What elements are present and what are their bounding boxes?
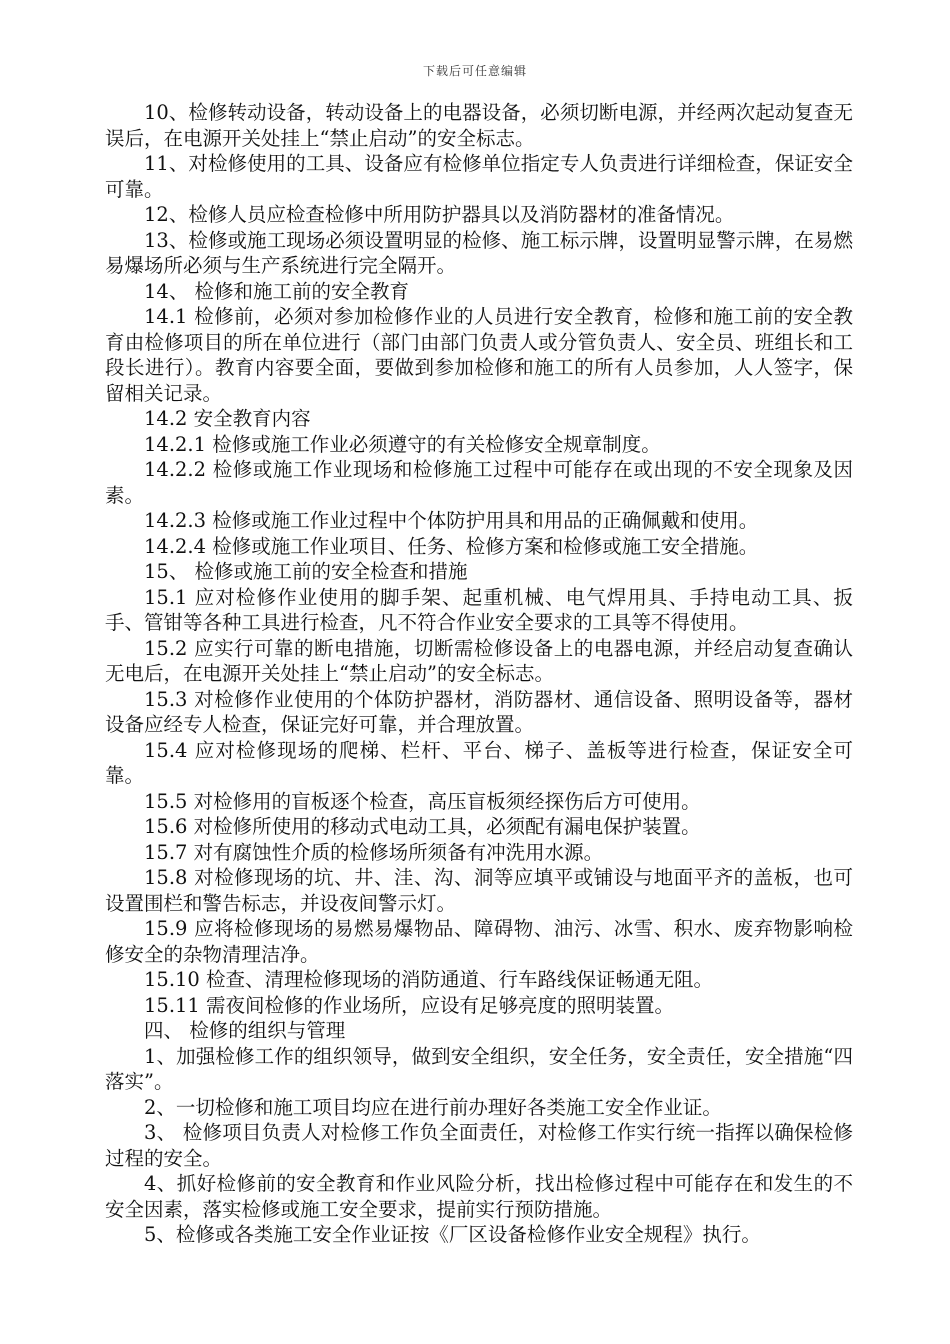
paragraph: 10、检修转动设备，转动设备上的电器设备，必须切断电源，并经两次起动复查无误后，在电源开关处挂上“禁止启动”的安全标志。	[105, 101, 853, 150]
paragraph: 14.2.3 检修或施工作业过程中个体防护用具和用品的正确佩戴和使用。	[144, 509, 759, 532]
section-heading: 14、 检修和施工前的安全教育	[144, 279, 410, 303]
paragraph: 15.10 检查、清理检修现场的消防通道、行车路线保证畅通无阻。	[144, 968, 714, 991]
paragraph: 15.5 对检修用的盲板逐个检查，高压盲板须经探伤后方可使用。	[144, 789, 701, 813]
paragraph: 14.1 检修前，必须对参加检修作业的人员进行安全教育，检修和施工前的安全教育由检修项目的所在单位进行（部门由部门负责人或分管负责人、安全员、班组长和工段长进行）。教育内容要全面，要做到参加检修和施工的所有人员参加，人人签字，保留相关记录。	[105, 305, 853, 405]
paragraph: 1、加强检修工作的组织领导，做到安全组织，安全任务，安全责任，安全措施“四落实”。	[105, 1044, 853, 1093]
paragraph: 15.7 对有腐蚀性介质的检修场所须备有冲洗用水源。	[144, 840, 604, 864]
paragraph: 5、检修或各类施工安全作业证按《厂区设备检修作业安全规程》执行。	[144, 1223, 761, 1246]
page-header-note: 下载后可任意编辑	[422, 64, 527, 78]
paragraph: 15.2 应实行可靠的断电措施，切断需检修设备上的电器电源，并经启动复查确认无电后，在电源开关处挂上“禁止启动”的安全标志。	[105, 636, 853, 685]
paragraph: 15.1 应对检修作业使用的脚手架、起重机械、电气焊用具、手持电动工具、扳手、管钳等各种工具进行检查，凡不符合作业安全要求的工具等不得使用。	[105, 585, 853, 634]
paragraph: 15.3 对检修作业使用的个体防护器材，消防器材、通信设备、照明设备等，器材设备应经专人检查，保证完好可靠，并合理放置。	[105, 687, 853, 736]
paragraph: 15.9 应将检修现场的易燃易爆物品、障碍物、油污、冰雪、积水、废弃物影响检修安全的杂物清理洁净。	[105, 917, 853, 966]
paragraph: 4、抓好检修前的安全教育和作业风险分析，找出检修过程中可能存在和发生的不安全因素，落实检修或施工安全要求，提前实行预防措施。	[105, 1172, 853, 1221]
paragraph: 12、检修人员应检查检修中所用防护器具以及消防器材的准备情况。	[144, 203, 735, 226]
paragraph: 13、检修或施工现场必须设置明显的检修、施工标示牌，设置明显警示牌，在易燃易爆场所必须与生产系统进行完全隔开。	[105, 228, 853, 277]
section-heading: 15、 检修或施工前的安全检查和措施	[144, 560, 468, 583]
paragraph: 15.11 需夜间检修的作业场所，应设有足够亮度的照明装置。	[144, 993, 675, 1017]
paragraph: 14.2.2 检修或施工作业现场和检修施工过程中可能存在或出现的不安全现象及因素。	[105, 458, 853, 507]
paragraph: 14.2.1 检修或施工作业必须遵守的有关检修安全规章制度。	[144, 432, 661, 456]
paragraph: 2、一切检修和施工项目均应在进行前办理好各类施工安全作业证。	[144, 1095, 722, 1119]
document-body	[105, 100, 853, 1248]
paragraph: 15.6 对检修所使用的移动式电动工具，必须配有漏电保护装置。	[144, 815, 701, 838]
subsection-heading: 14.2 安全教育内容	[144, 407, 311, 430]
paragraph: 15.8 对检修现场的坑、井、洼、沟、洞等应填平或铺设与地面平齐的盖板，也可设置围栏和警告标志，并设夜间警示灯。	[105, 866, 853, 915]
paragraph: 3、 检修项目负责人对检修工作负全面责任，对检修工作实行统一指挥以确保检修过程的安全。	[105, 1121, 853, 1170]
paragraph: 14.2.4 检修或施工作业项目、任务、检修方案和检修或施工安全措施。	[144, 534, 759, 558]
paragraph: 11、对检修使用的工具、设备应有检修单位指定专人负责进行详细检查，保证安全可靠。	[105, 152, 853, 201]
paragraph: 15.4 应对检修现场的爬梯、栏杆、平台、梯子、盖板等进行检查，保证安全可靠。	[105, 738, 853, 787]
section-heading: 四、 检修的组织与管理	[144, 1019, 346, 1042]
